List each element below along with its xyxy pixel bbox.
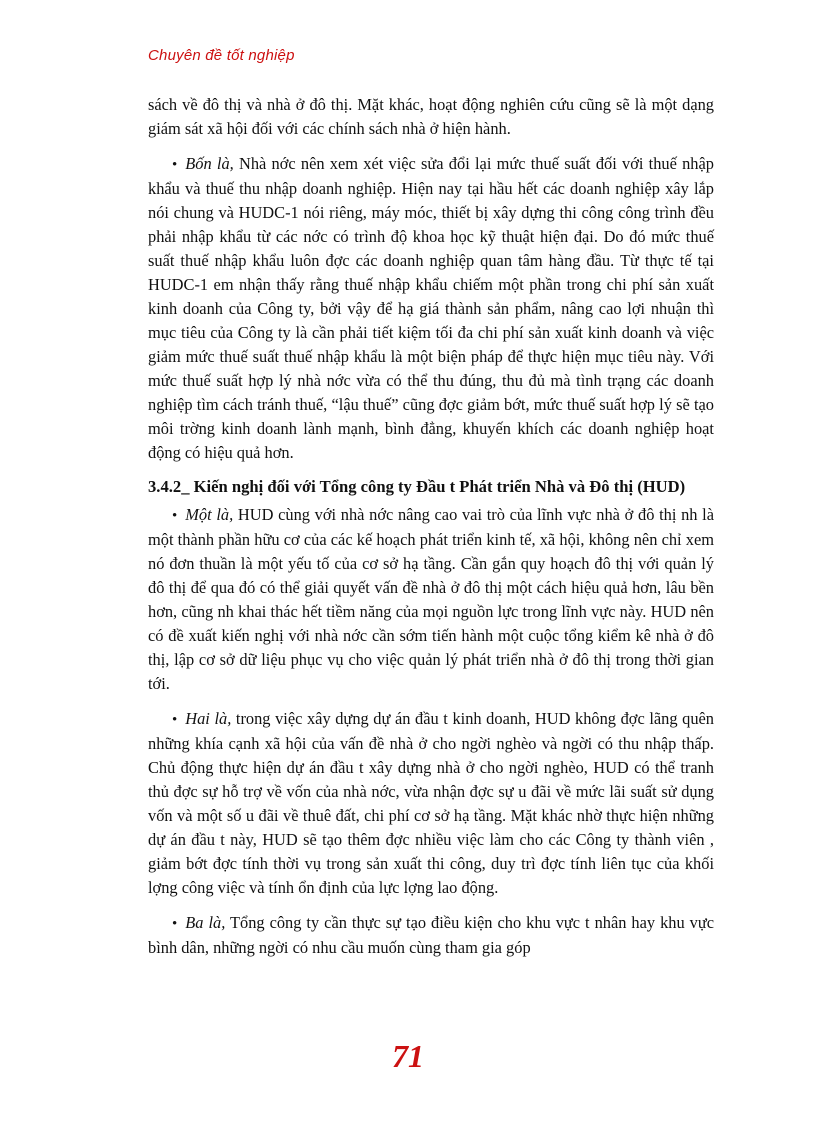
paragraph-continuation: sách về đô thị và nhà ở đô thị. Mặt khác, hoạt động nghiên cứu cũng sẽ là một dạng giám sát xã hội đối với các chính sách nhà ở hiện hành. [148, 95, 714, 138]
paragraph-ba-la [148, 911, 714, 960]
paragraph-lead: Một là, [185, 505, 234, 524]
section-heading: 3.4.2_ Kiến nghị đối với Tổng công ty Đầu t Phát triển Nhà và Đô thị (HUD) [148, 477, 686, 496]
bullet-icon: • [172, 712, 178, 728]
bullet-icon: • [172, 916, 178, 932]
page-body [148, 93, 714, 960]
running-header: Chuyên đề tốt nghiệp [148, 47, 295, 64]
paragraph-lead: Bốn là, [185, 154, 234, 173]
paragraph-text: trong việc xây dựng dự án đầu t kinh doanh, HUD không đợc lãng quên những khía cạnh xã hội của vấn đề nhà ở cho ngời nghèo và ngời có thu nhập thấp. Chủ động thực hiện dự án đầu t xây dựng nhà ở cho ngời nghèo, HUD có thể tranh thủ đợc sự hỗ trợ về vốn của nhà nớc, vừa nhận đợc sự u đãi về mức lãi suất sử dụng vốn và một số u đãi về thuê đất, chi phí cơ sở hạ tầng. Mặt khác nhờ thực hiện những dự án đầu t này, HUD sẽ tạo thêm đợc nhiều việc làm cho các Công ty thành viên , giảm bớt đợc tính thời vụ trong sản xuất thi công, duy trì đợc tính liên tục của khối lợng công việc và tính ổn định của lực lợng lao động. [148, 709, 715, 897]
paragraph-text: HUD cùng với nhà nớc nâng cao vai trò của lĩnh vực nhà ở đô thị nh là một thành phần hữu cơ của các kế hoạch phát triển kinh tế, xã hội, không nên chỉ xem nó đơn thuần là một yếu tố của cơ sở hạ tầng. Cần gắn quy hoạch đô thị với quản lý đô thị để qua đó có thể giải quyết vấn đề nhà ở đô thị một cách hiệu quả hơn, lâu bền hơn, cũng nh khai thác hết tiềm năng của mọi nguồn lực trong lĩnh vực này. HUD nên có đề xuất kiến nghị với nhà nớc cần sớm tiến hành một cuộc tổng kiểm kê nhà ở đô thị, lập cơ sở dữ liệu phục vụ cho việc quản lý phát triển nhà ở đô thị trong thời gian tới. [148, 505, 714, 693]
paragraph-lead: Ba là, [185, 913, 226, 932]
paragraph-text: Tổng công ty cần thực sự tạo điều kiện cho khu vực t nhân hay khu vực bình dân, những ngời có nhu cầu muốn cùng tham gia góp [148, 913, 714, 957]
paragraph-text: Nhà nớc nên xem xét việc sửa đổi lại mức thuế suất đối với thuế nhập khẩu và thuế thu nhập doanh nghiệp. Hiện nay tại hầu hết các doanh nghiệp xây lắp nói chung và HUDC-1 nói riêng, máy móc, thiết bị xây dựng thi công công trình đều phải nhập khẩu từ các nớc có trình độ khoa học kỹ thuật hiện đại. Do đó mức thuế suất thuế nhập khẩu luôn đợc các doanh nghiệp quan tâm hàng đầu. Từ thực tế tại HUDC-1 em nhận thấy rằng thuế nhập khẩu chiếm một phần trong chi phí sản xuất kinh doanh của Công ty, bởi vậy để hạ giá thành sản phẩm, nâng cao lợi nhuận thì mục tiêu của Công ty là cần phải tiết kiệm tối đa chi phí sản xuất kinh doanh và việc giảm mức thuế suất thuế nhập khẩu là một biện pháp để thực hiện mục tiêu này. Với mức thuế suất hợp lý nhà nớc vừa có thể thu đúng, thu đủ mà tình trạng các doanh nghiệp tìm cách tránh thuế, “lậu thuế” cũng đợc giảm bớt, mức thuế suất hợp lý sẽ tạo môi trờng kinh doanh lành mạnh, bình đẳng, khuyến khích các doanh nghiệp hoạt động có hiệu quả hơn. [148, 154, 714, 462]
bullet-icon: • [172, 157, 178, 173]
page-number: 71 [392, 1038, 424, 1074]
paragraph-mot-la [148, 503, 714, 696]
paragraph-hai-la [148, 707, 714, 900]
paragraph-lead: Hai là, [185, 709, 232, 728]
paragraph-bon-la [148, 152, 714, 465]
bullet-icon: • [172, 508, 178, 524]
